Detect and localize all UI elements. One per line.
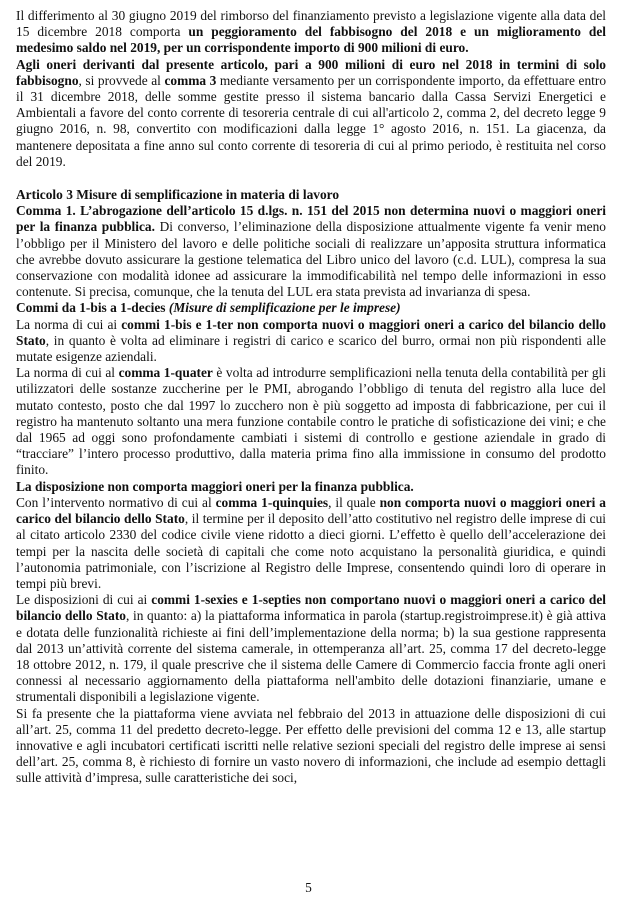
section-gap xyxy=(16,170,606,187)
text-run: (Misure di semplificazione per le imprese) xyxy=(168,300,401,316)
commi-1bis-heading xyxy=(16,300,606,316)
para-piattaforma xyxy=(16,706,606,787)
text-run: comma 1-quater xyxy=(118,365,213,381)
para-1sexies xyxy=(16,592,606,705)
text-run: Con l’intervento normativo di cui al xyxy=(16,494,216,510)
text-run: Si fa presente che la piattaforma viene avviata nel febbraio del 2013 in attuazione delle disposizioni di cui all’art. 25, comma 11 del predetto decreto-legge. Per effetto delle previsioni del comma 12 e 13, alle startup innovative e agli incubatori certificati iscritti nelle relative sezioni speciali del registro delle imprese ai sensi dell’art. 25, comma 8, è richiesto di fornire un vasto novero di informazioni, che include ad esempio dettagli sulle attività d’impresa, sulle caratteristiche dei soci, xyxy=(16,705,606,786)
para-no-oneri xyxy=(16,479,606,495)
text-run: Di converso, l’eliminazione della disposizione attualmente vigente fa venir meno l’obbligo per il Ministero del lavoro e delle politiche sociali di realizzare un’apposita struttura informatica che avrebbe dovuto assicurare la gestione telematica del Libro unico del lavoro (c.d. LUL), compresa la sua conservazione con modalità idonee ad assicurare la immodificabilità nel tempo delle informazioni in esso contenute. Si precisa, comunque, che la tenuta del LUL era stata prevista ad invarianza di spesa. xyxy=(16,219,606,300)
page-number: 5 xyxy=(305,880,312,895)
text-run: La norma di cui ai xyxy=(16,316,122,332)
text-run: , in quanto è volta ad eliminare i registri di carico e scarico del burro, ormai non più rispondenti alle mutate esigenze aziendali. xyxy=(16,332,606,365)
text-run: commi 1-bis e 1-ter non comporta nuovi o maggiori oneri a carico del bilancio dello Stato xyxy=(16,316,606,348)
text-run: , il quale xyxy=(328,494,380,510)
text-run: Articolo 3 Misure di semplificazione in materia di lavoro xyxy=(16,187,340,203)
text-run: Commi da 1-bis a 1-decies xyxy=(16,300,169,316)
para-1quinquies xyxy=(16,495,606,592)
article-3-heading xyxy=(16,187,606,203)
text-run: Il differimento al 30 giugno 2019 del rimborso del finanziamento previsto a legislazione vigente alla data del 15 dicembre 2018 comporta xyxy=(16,8,606,40)
para-comma-1 xyxy=(16,203,606,300)
text-run: , si provvede al xyxy=(78,72,165,88)
text-run: , il termine per il deposito dell’atto costitutivo nel registro delle imprese di cui al citato articolo 2330 del codice civile viene ridotto a dieci giorni. L’effetto è quello dell’accelerazione dei tempi per la nascita delle società di capitali che come noto acquistano la personalità giuridica, e quindi l’autonomia patrimoniale, con l’iscrizione al Registro delle Imprese, consentendo quindi loro di operare in tempi più brevi. xyxy=(16,511,606,591)
document-page xyxy=(16,8,606,787)
text-run: un peggioramento del fabbisogno del 2018 e un miglioramento del medesimo saldo nel 2019, per un corrispondente importo di 900 milioni di euro. xyxy=(16,24,606,56)
text-run: La disposizione non comporta maggiori oneri per la finanza pubblica. xyxy=(16,478,414,494)
para-differimento xyxy=(16,8,606,57)
text-run: comma 3 xyxy=(164,72,217,88)
text-run: , in quanto: a) la piattaforma informatica in parola (startup.registroimprese.it) è già attiva e dotata delle funzionalità richieste ai fini dell’implementazione della norma; b) la sua gestione rappresenta dal 2013 un’attività corrente del sistema camerale, in ottemperanza all’art. 25, comma 17 del decreto-legge 18 ottobre 2012, n. 179, il quale prescrive che il sistema delle Camere di Commercio faccia fronte agli oneri connessi al necessario aggiornamento della piattaforma nell'ambito delle dotazioni finanziarie, umane e strumentali disponibili a legislazione vigente. xyxy=(16,608,606,705)
text-run: commi 1-sexies e 1-septies non comportano nuovi o maggiori oneri a carico del bilancio dello Stato xyxy=(16,592,606,624)
text-run: Agli oneri derivanti dal presente articolo, pari a 900 milioni di euro nel 2018 in termini di solo fabbisogno xyxy=(16,56,606,88)
text-run: Comma 1. L’abrogazione dell’articolo 15 d.lgs. n. 151 del 2015 non determina nuovi o maggiori oneri per la finanza pubblica. xyxy=(16,203,606,235)
text-run: comma 1-quinquies xyxy=(215,494,329,510)
para-oneri xyxy=(16,57,606,170)
para-1quater xyxy=(16,365,606,478)
text-run: Le disposizioni di cui ai xyxy=(16,592,152,608)
text-run: non comporta nuovi o maggiori oneri a carico del bilancio dello Stato xyxy=(16,494,606,527)
text-run: è volta ad introdurre semplificazioni nella tenuta della contabilità per gli utilizzatori delle sostanze zuccherine per le PMI, abrogando l’obbligo di tenuta del registro alla luce del mutato contesto, posto che dal 1997 lo zucchero non è più soggetto ad imposta di fabbricazione, per cui il registro ha mantenuto soltanto una mera funzione contabile contro le pratiche di sofisticazione dei vini; e che dal 1965 ad oggi sono profondamente cambiati i sistemi di controllo e gestione aziendale in grado di “tracciare” l’intero processo produttivo, dalla materia prima fino alla immissione in consumo del prodotto finito. xyxy=(16,365,606,478)
text-run: La norma di cui al xyxy=(16,365,119,381)
text-run: mediante versamento per un corrispondente importo, da effettuare entro il 31 dicembre 2018, delle somme gestite presso il sistema bancario dalla Cassa Servizi Energetici e Ambientali a favore del conto corrente di tesoreria centrale di cui all'articolo 2, comma 2, del decreto legge 9 giugno 2016, n. 98, convertito con modificazioni dalla legge 1° agosto 2016, n. 151. La giacenza, da mantenere depositata a fine anno sul conto corrente di tesoreria di cui al primo periodo, è restituita nel corso del 2019. xyxy=(16,72,607,169)
para-1bis-1ter xyxy=(16,317,606,366)
